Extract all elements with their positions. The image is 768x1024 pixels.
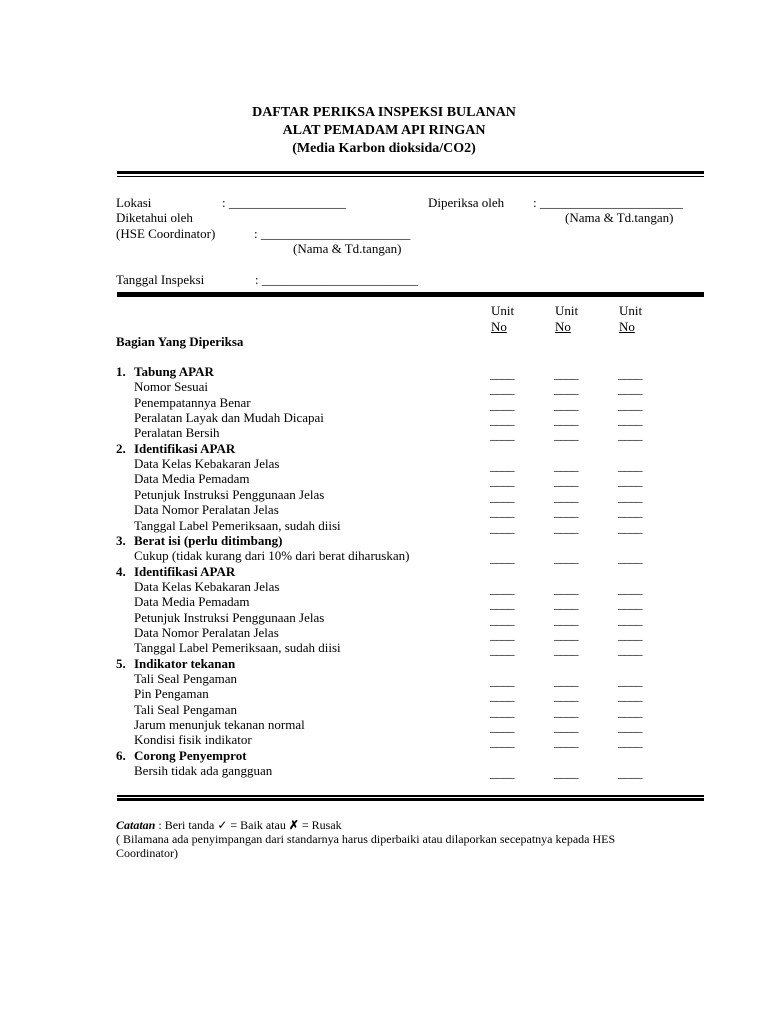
unit-3-check-blank[interactable]: ____ [618,688,642,703]
column-header-2-no: No [555,319,571,334]
unit-1-check-blank[interactable]: ____ [490,719,514,734]
checklist-item-label: Tali Seal Pengaman [134,671,238,686]
column-header-3-unit: Unit [619,303,643,318]
row-number: 2. [116,441,126,456]
bottom-rule-thick [117,798,704,801]
unit-1-check-blank[interactable]: ____ [490,427,514,442]
unit-3-check-blank[interactable]: ____ [618,642,642,657]
diketahui-label: Diketahui oleh [116,210,193,225]
hse-coordinator-label: (HSE Coordinator) [116,226,216,241]
unit-3-check-blank[interactable]: ____ [618,596,642,611]
document-title-line2: ALAT PEMADAM API RINGAN [282,123,486,138]
unit-3-check-blank[interactable]: ____ [618,581,642,596]
unit-1-check-blank[interactable]: ____ [490,397,514,412]
unit-3-check-blank[interactable]: ____ [618,458,642,473]
unit-2-check-blank[interactable]: ____ [554,719,578,734]
unit-2-check-blank[interactable]: ____ [554,734,578,749]
checklist-item-label: Tali Seal Pengaman [134,702,238,717]
hse-signature-note: (Nama & Td.tangan) [293,241,402,256]
column-header-3-no: No [619,319,635,334]
unit-1-check-blank[interactable]: ____ [490,642,514,657]
unit-3-check-blank[interactable]: ____ [618,412,642,427]
unit-3-check-blank[interactable]: ____ [618,504,642,519]
unit-1-check-blank[interactable]: ____ [490,504,514,519]
section-heading: Bagian Yang Diperiksa [116,334,244,349]
unit-2-check-blank[interactable]: ____ [554,458,578,473]
unit-3-check-blank[interactable]: ____ [618,673,642,688]
check-icon: ✓ [217,818,228,832]
catatan-label: Catatan [116,818,156,832]
catatan-line [116,818,342,832]
unit-2-check-blank[interactable]: ____ [554,765,578,780]
checklist-group-heading: Identifikasi APAR [134,564,236,579]
unit-1-check-blank[interactable]: ____ [490,765,514,780]
lokasi-field[interactable]: : __________________ [222,195,346,210]
row-number: 5. [116,656,126,671]
checklist-item-label: Data Media Pemadam [134,594,250,609]
unit-1-check-blank[interactable]: ____ [490,627,514,642]
unit-2-check-blank[interactable]: ____ [554,627,578,642]
checklist-item-label: Pin Pengaman [134,686,209,701]
column-header-2-unit: Unit [555,303,579,318]
diperiksa-signature-note: (Nama & Td.tangan) [565,210,674,225]
checklist-group-heading: Tabung APAR [134,364,214,379]
cross-icon: ✗ [288,818,299,832]
catatan-text: : Beri tanda [155,818,218,832]
unit-1-check-blank[interactable]: ____ [490,734,514,749]
unit-3-check-blank[interactable]: ____ [618,427,642,442]
unit-3-check-blank[interactable]: ____ [618,473,642,488]
column-header-1-no: No [491,319,507,334]
document-title-line1: DAFTAR PERIKSA INSPEKSI BULANAN [252,105,516,120]
note-line-2: Coordinator) [116,846,178,860]
tanggal-inspeksi-label: Tanggal Inspeksi [116,272,205,287]
checklist-item-label: Tanggal Label Pemeriksaan, sudah diisi [134,640,341,655]
unit-2-check-blank[interactable]: ____ [554,673,578,688]
top-rule-thick [117,171,704,174]
diperiksa-label: Diperiksa oleh [428,195,505,210]
checklist-item-label: Petunjuk Instruksi Penggunaan Jelas [134,610,325,625]
unit-1-check-blank[interactable]: ____ [490,412,514,427]
checklist-item-label: Peralatan Layak dan Mudah Dicapai [134,410,324,425]
unit-2-check-blank[interactable]: ____ [554,642,578,657]
tanggal-inspeksi-field[interactable]: : ________________________ [255,272,418,287]
unit-1-check-blank[interactable]: ____ [490,489,514,504]
checklist-item-label: Data Kelas Kebakaran Jelas [134,456,280,471]
row-number: 4. [116,564,126,579]
checklist-item-label: Penempatannya Benar [134,395,251,410]
unit-2-check-blank[interactable]: ____ [554,550,578,565]
unit-3-check-blank[interactable]: ____ [618,397,642,412]
checklist-item-label: Data Nomor Peralatan Jelas [134,502,279,517]
unit-3-check-blank[interactable]: ____ [618,765,642,780]
checklist-item-label: Data Media Pemadam [134,471,250,486]
unit-2-check-blank[interactable]: ____ [554,427,578,442]
checklist-group-heading: Corong Penyemprot [134,748,247,763]
unit-1-check-blank[interactable]: ____ [490,673,514,688]
unit-1-check-blank[interactable]: ____ [490,520,514,535]
top-rule-thin [117,176,704,177]
unit-1-check-blank[interactable]: ____ [490,688,514,703]
hse-coordinator-field[interactable]: : _______________________ [254,226,411,241]
lokasi-label: Lokasi [116,195,152,210]
checklist-group-heading: Identifikasi APAR [134,441,236,456]
unit-2-check-blank[interactable]: ____ [554,412,578,427]
unit-2-check-blank[interactable]: ____ [554,381,578,396]
unit-2-check-blank[interactable]: ____ [554,397,578,412]
unit-3-check-blank[interactable]: ____ [618,381,642,396]
row-number: 1. [116,364,126,379]
unit-1-check-blank[interactable]: ____ [490,366,514,381]
check-meaning: = Baik atau [227,818,289,832]
unit-2-check-blank[interactable]: ____ [554,612,578,627]
unit-1-check-blank[interactable]: ____ [490,704,514,719]
checklist-item-label: Nomor Sesuai [134,379,209,394]
unit-3-check-blank[interactable]: ____ [618,704,642,719]
unit-1-check-blank[interactable]: ____ [490,550,514,565]
checklist-item-label: Data Kelas Kebakaran Jelas [134,579,280,594]
unit-2-check-blank[interactable]: ____ [554,473,578,488]
row-number: 6. [116,748,126,763]
unit-3-check-blank[interactable]: ____ [618,734,642,749]
checklist-group-heading: Indikator tekanan [134,656,236,671]
unit-3-check-blank[interactable]: ____ [618,612,642,627]
unit-1-check-blank[interactable]: ____ [490,612,514,627]
unit-2-check-blank[interactable]: ____ [554,581,578,596]
checklist-item-label: Bersih tidak ada gangguan [134,763,273,778]
row-number: 3. [116,533,126,548]
note-line-1: ( Bilamana ada penyimpangan dari standarnya harus diperbaiki atau dilaporkan secepatnya kepada HES [116,832,616,846]
unit-1-check-blank[interactable]: ____ [490,381,514,396]
checklist-item-label: Cukup (tidak kurang dari 10% dari berat diharuskan) [134,548,410,563]
document-subtitle: (Media Karbon dioksida/CO2) [292,141,476,156]
unit-1-check-blank[interactable]: ____ [490,581,514,596]
checklist-item-label: Kondisi fisik indikator [134,732,252,747]
unit-3-check-blank[interactable]: ____ [618,489,642,504]
unit-2-check-blank[interactable]: ____ [554,596,578,611]
unit-3-check-blank[interactable]: ____ [618,550,642,565]
header-rule [117,292,704,297]
unit-1-check-blank[interactable]: ____ [490,473,514,488]
unit-2-check-blank[interactable]: ____ [554,366,578,381]
unit-3-check-blank[interactable]: ____ [618,627,642,642]
column-header-1-unit: Unit [491,303,515,318]
checklist-item-label: Jarum menunjuk tekanan normal [134,717,305,732]
unit-3-check-blank[interactable]: ____ [618,366,642,381]
unit-1-check-blank[interactable]: ____ [490,596,514,611]
unit-3-check-blank[interactable]: ____ [618,520,642,535]
unit-1-check-blank[interactable]: ____ [490,458,514,473]
unit-2-check-blank[interactable]: ____ [554,704,578,719]
unit-2-check-blank[interactable]: ____ [554,520,578,535]
checklist-item-label: Peralatan Bersih [134,425,220,440]
checklist-item-label: Data Nomor Peralatan Jelas [134,625,279,640]
cross-meaning: = Rusak [298,818,342,832]
unit-2-check-blank[interactable]: ____ [554,489,578,504]
checklist-item-label: Petunjuk Instruksi Penggunaan Jelas [134,487,325,502]
checklist-group-heading: Berat isi (perlu ditimbang) [134,533,283,548]
unit-2-check-blank[interactable]: ____ [554,688,578,703]
unit-2-check-blank[interactable]: ____ [554,504,578,519]
unit-3-check-blank[interactable]: ____ [618,719,642,734]
bottom-rule-thin [117,795,704,797]
diperiksa-field[interactable]: : ______________________ [533,195,683,210]
checklist-item-label: Tanggal Label Pemeriksaan, sudah diisi [134,518,341,533]
